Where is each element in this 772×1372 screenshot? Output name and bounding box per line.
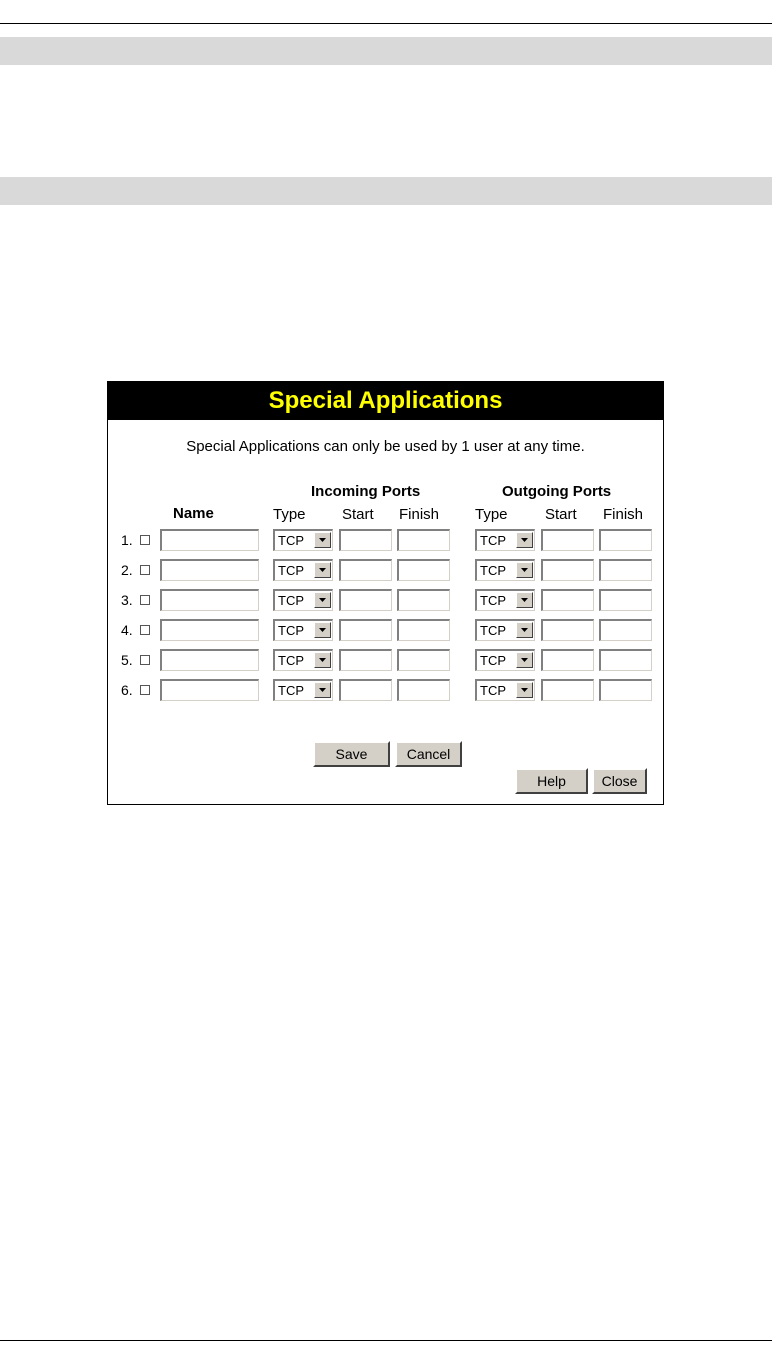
outgoing-type-select[interactable] (475, 529, 535, 551)
cancel-button[interactable]: Cancel (395, 741, 462, 767)
application-row (108, 678, 663, 702)
protocol-value: TCP (480, 563, 506, 578)
dropdown-arrow-button[interactable] (314, 592, 331, 608)
incoming-finish-input[interactable] (397, 679, 450, 701)
outgoing-type-select[interactable] (475, 679, 535, 701)
outgoing-start-input[interactable] (541, 679, 594, 701)
incoming-type-header: Type (273, 506, 306, 523)
enable-checkbox[interactable] (140, 595, 150, 605)
dropdown-arrow-button[interactable] (314, 652, 331, 668)
section-header-band (0, 37, 772, 65)
outgoing-finish-input[interactable] (599, 649, 652, 671)
incoming-start-input[interactable] (339, 559, 392, 581)
protocol-value: TCP (278, 563, 304, 578)
dropdown-arrow-button[interactable] (516, 592, 533, 608)
protocol-value: TCP (480, 683, 506, 698)
row-number: 4. (121, 622, 133, 638)
protocol-value: TCP (278, 683, 304, 698)
page-top-rule (0, 23, 772, 24)
dropdown-arrow-button[interactable] (516, 682, 533, 698)
row-number: 6. (121, 682, 133, 698)
dialog-title: Special Applications (108, 382, 663, 420)
help-button[interactable]: Help (515, 768, 588, 794)
incoming-finish-input[interactable] (397, 559, 450, 581)
incoming-type-select[interactable] (273, 679, 333, 701)
protocol-value: TCP (278, 653, 304, 668)
enable-checkbox[interactable] (140, 655, 150, 665)
incoming-start-input[interactable] (339, 589, 392, 611)
dropdown-arrow-button[interactable] (516, 562, 533, 578)
outgoing-start-input[interactable] (541, 529, 594, 551)
enable-checkbox[interactable] (140, 535, 150, 545)
enable-checkbox[interactable] (140, 625, 150, 635)
incoming-finish-input[interactable] (397, 529, 450, 551)
incoming-start-input[interactable] (339, 679, 392, 701)
incoming-ports-header: Incoming Ports (311, 483, 421, 500)
protocol-value: TCP (480, 593, 506, 608)
dropdown-arrow-button[interactable] (516, 532, 533, 548)
protocol-value: TCP (278, 623, 304, 638)
special-applications-dialog (107, 381, 664, 805)
incoming-finish-input[interactable] (397, 649, 450, 671)
application-row (108, 648, 663, 672)
name-input[interactable] (160, 619, 259, 641)
outgoing-start-input[interactable] (541, 619, 594, 641)
protocol-value: TCP (278, 593, 304, 608)
protocol-value: TCP (480, 533, 506, 548)
protocol-value: TCP (278, 533, 304, 548)
dropdown-arrow-button[interactable] (314, 532, 331, 548)
outgoing-type-header: Type (475, 506, 508, 523)
dropdown-arrow-button[interactable] (314, 562, 331, 578)
application-row (108, 558, 663, 582)
incoming-type-select[interactable] (273, 649, 333, 671)
dropdown-arrow-button[interactable] (314, 622, 331, 638)
enable-checkbox[interactable] (140, 565, 150, 575)
incoming-start-input[interactable] (339, 529, 392, 551)
usage-notice: Special Applications can only be used by 1 user at any time. (186, 438, 585, 455)
incoming-type-select[interactable] (273, 589, 333, 611)
outgoing-start-header: Start (545, 506, 577, 523)
outgoing-finish-input[interactable] (599, 589, 652, 611)
section-header-band (0, 177, 772, 205)
close-button[interactable]: Close (592, 768, 647, 794)
protocol-value: TCP (480, 623, 506, 638)
name-input[interactable] (160, 559, 259, 581)
outgoing-finish-input[interactable] (599, 529, 652, 551)
application-row (108, 618, 663, 642)
dropdown-arrow-button[interactable] (314, 682, 331, 698)
incoming-type-select[interactable] (273, 619, 333, 641)
dropdown-arrow-button[interactable] (516, 652, 533, 668)
outgoing-start-input[interactable] (541, 649, 594, 671)
outgoing-finish-input[interactable] (599, 619, 652, 641)
outgoing-type-select[interactable] (475, 559, 535, 581)
incoming-type-select[interactable] (273, 529, 333, 551)
dropdown-arrow-button[interactable] (516, 622, 533, 638)
incoming-type-select[interactable] (273, 559, 333, 581)
outgoing-type-select[interactable] (475, 589, 535, 611)
protocol-value: TCP (480, 653, 506, 668)
outgoing-type-select[interactable] (475, 649, 535, 671)
page-bottom-rule (0, 1340, 772, 1341)
incoming-start-input[interactable] (339, 649, 392, 671)
row-number: 1. (121, 532, 133, 548)
outgoing-ports-header: Outgoing Ports (502, 483, 612, 500)
row-number: 3. (121, 592, 133, 608)
name-column-header: Name (173, 505, 214, 522)
row-number: 2. (121, 562, 133, 578)
incoming-finish-input[interactable] (397, 589, 450, 611)
enable-checkbox[interactable] (140, 685, 150, 695)
outgoing-type-select[interactable] (475, 619, 535, 641)
outgoing-start-input[interactable] (541, 589, 594, 611)
name-input[interactable] (160, 529, 259, 551)
application-row (108, 588, 663, 612)
outgoing-finish-input[interactable] (599, 559, 652, 581)
application-row (108, 528, 663, 552)
name-input[interactable] (160, 589, 259, 611)
outgoing-finish-input[interactable] (599, 679, 652, 701)
name-input[interactable] (160, 649, 259, 671)
name-input[interactable] (160, 679, 259, 701)
outgoing-start-input[interactable] (541, 559, 594, 581)
outgoing-finish-header: Finish (603, 506, 644, 523)
row-number: 5. (121, 652, 133, 668)
incoming-start-header: Start (342, 506, 374, 523)
incoming-start-input[interactable] (339, 619, 392, 641)
incoming-finish-header: Finish (399, 506, 440, 523)
save-button[interactable]: Save (313, 741, 390, 767)
incoming-finish-input[interactable] (397, 619, 450, 641)
